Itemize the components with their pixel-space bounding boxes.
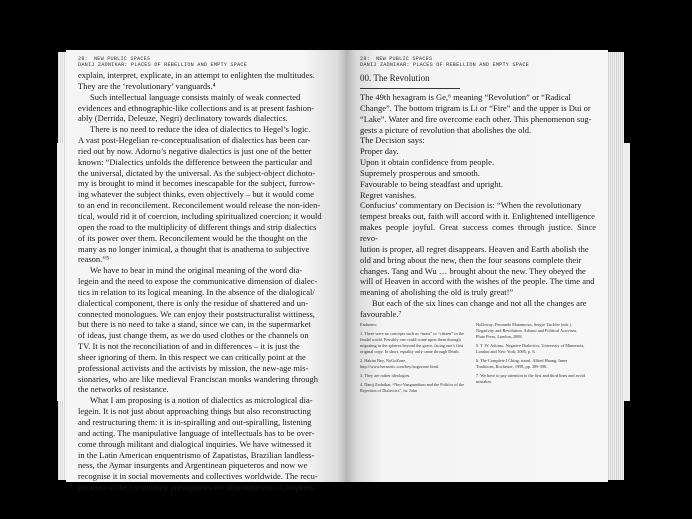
text-line: makes people joyful. Great success comes through justice. Since revo- [360, 222, 596, 243]
left-page-number: 28: [78, 56, 88, 62]
right-page [346, 50, 608, 482]
text-line: the universal, dictated by the universal. As the subject-object dichoto- [78, 167, 316, 178]
text-line: peration of the community presupposes the abandonment of prophets. [78, 482, 316, 493]
text-line: and acting. The manipulative language of intellectuals has to be over- [78, 427, 315, 438]
endnotes-column-1 [360, 322, 468, 397]
endnote: 4. Danij Zadnikar, “Neo-Vanguardism and the Politics of the Rejection of Dialectics”, in: John [360, 381, 465, 393]
text-line: sionaries, who are like medieval Franciscan monks wandering through [78, 373, 319, 384]
text-line: legein. It is not just about approaching things but also reconstructing [78, 406, 311, 417]
endnote: 3. They are rather ideologies. [360, 372, 411, 378]
text-line: tical, would rid it of coercion, including spiritualized coercion; it would [78, 210, 322, 221]
endnote: 7. We have to pay attention to the first and third lines and avoid mistakes. [476, 372, 586, 384]
endnote: 5. T. W. Adorno, Negative Dialectics, University of Minnesota, London and New York, 2005, p. 6. [476, 342, 585, 354]
endnote: Endnotes: [360, 322, 378, 327]
text-line: tics in relation to its logical meaning. In the absence of the dialogical/ [78, 286, 315, 297]
text-line: and restructuring them: it is in-spiralling and out-spiralling, listening [78, 417, 312, 427]
right-cover-tab [624, 143, 630, 401]
text-line: but there is no need to take a stand, since we can, in the supermarket [78, 319, 311, 330]
text-line: The 49th hexagram is Ge,⁶ meaning “Revolution” or “Radical [360, 92, 571, 102]
text-line: reason.”⁵ [78, 254, 110, 265]
text-line: to an end in reconcilement. Reconcilement would release the non-iden- [78, 200, 321, 211]
text-line: Such intellectual language consists mainly of weak connected [90, 91, 301, 102]
text-line: What I am proposing is a notion of dialectics as micrological dia- [90, 395, 313, 406]
text-line: ing whatever the subject thinks, even objectively – but it would come [78, 189, 315, 200]
text-line: “Lake”. Water and fire overcome each other. This phenomenon sug- [360, 113, 592, 124]
left-para-4 [78, 265, 336, 395]
text-line: meaning of abolishing the old is truly great!” [360, 287, 514, 298]
right-para-3 [360, 298, 596, 320]
right-page-edge [606, 52, 624, 480]
text-line: recognise it in social movements and collectives worldwide. The recu- [78, 471, 318, 482]
text-line: known: “Dialectics unfolds the difference between the particular and [78, 156, 312, 167]
right-header-line1: NEW PUBLIC SPACES [375, 56, 433, 62]
text-line: favourable.⁷ [360, 308, 402, 319]
text-line: tempest breaks out, faith will accord with it. Enlightened intelligence [360, 211, 595, 222]
text-line: There is no need to reduce the idea of dialectics to Hegel’s logic. [90, 124, 311, 135]
text-line: TV. It is not the reconciliation of and in differences – it is just the [78, 341, 300, 352]
text-line: Change”. The bottom trigram is Li or “Fire” and the upper is Dui or [360, 102, 591, 113]
endnote: 1. There were no concepts such as “mass” or “citizen” in the feudal world. Possibly one could come upon them through migrating in the spheres beyond the grave, facing one’s first original copy. In short, equality only came through Death. [360, 331, 464, 354]
verse-line: Upon it obtain confidence from people. [360, 157, 495, 168]
left-para-5 [78, 395, 336, 493]
left-body [78, 70, 336, 493]
chapter-rule [360, 88, 460, 89]
right-page-number: 29: [360, 56, 370, 62]
endnote: Holloway, Fernando Matamoros, Sergio Tischler (eds.), Negativity and Revolution. Adorno and Political Activism. Pluto Press, London, 2008. [476, 322, 577, 339]
endnote: 2. Hakim Bey, NoGoZone, http://www.hermetic.com/bey/nogozone.html. [360, 357, 440, 369]
text-line: They are the ‘revolutionary’ vanguards.⁴ [78, 80, 216, 91]
text-line: open the road to the multiplicity of different things and strip dialectics [78, 221, 317, 232]
text-line: of ideas, just change them, as we do used clothes or the channels on [78, 330, 309, 341]
text-line: professional activists and the activists by mission, the new-age mis- [78, 362, 309, 373]
text-line: many as no longer inimical, a thought that is anathema to subjective [78, 243, 310, 254]
chapter-title: 00. The Revolution [360, 73, 430, 83]
text-line: sheer ignoring of them. In this respect we can critically point at the [78, 351, 306, 362]
text-line: legein and the need to expose the communicative dimension of dialec- [78, 276, 318, 287]
text-line: evidences and ethnographic-like collections and is at present fashion- [78, 102, 315, 113]
endnotes-column-2 [476, 322, 586, 388]
right-para-1 [360, 92, 596, 146]
right-running-head [360, 56, 529, 68]
text-line: ness, the Aymar insurgents and Argentinean piqueteros and now we [78, 460, 308, 471]
verse-line: Supremely prosperous and smooth. [360, 167, 480, 178]
right-body [360, 92, 596, 320]
left-header-line2: DANIJ ZADNIKAR: PLACES OF REBELLION AND EMPTY SPACE [78, 62, 247, 68]
verse-line: Proper day. [360, 146, 399, 157]
text-line: Confucius’ commentary on Decision is: “When the revolutionary [360, 200, 582, 211]
text-line: old and bring about the new, then the four seasons complete their [360, 254, 582, 265]
text-line: of its power over them. Reconcilement would be the thought on the [78, 232, 308, 243]
text-line: ried out by now. Adorno’s negative dialectics is just one of the better [78, 145, 312, 156]
text-line: come through militant and dialogical inquiries. We have witnessed it [78, 438, 312, 449]
decision-verse [360, 146, 596, 200]
left-para-1 [78, 70, 336, 92]
endnote: 6. The Complete I Ching, transl. Alfred Huang, Inner Traditions, Rochester, 1998, pp. 389-396. [476, 357, 568, 369]
verse-line: Favourable to being steadfast and upright. [360, 178, 504, 189]
left-para-2 [78, 92, 336, 125]
text-line: But each of the six lines can change and not all the changes are [372, 298, 587, 309]
left-cover-tab [57, 143, 63, 401]
text-line: the networks of resistance. [78, 384, 169, 395]
text-line: ably (Derrida, Deleuze, Negri) declinatory towards dialectics. [78, 113, 288, 124]
text-line: A vast post-Hegelian re-conceptualisation of dialectics has been car- [78, 135, 311, 146]
left-para-3 [78, 124, 336, 265]
text-line: lution is proper, all regret disappears. Heaven and Earth abolish the [360, 243, 589, 254]
right-para-2 [360, 200, 596, 298]
text-line: my is brought to mind it becomes inescapable for the subject, furrow- [78, 178, 315, 189]
text-line: gests a picture of revolution that abolishes the old. [360, 124, 532, 135]
text-line: will of Heaven in accord with the wishes of the people. The time and [360, 276, 595, 287]
text-line: in the Latin American enquentrismo of Zapatistas, Brazilian landless- [78, 449, 315, 460]
text-line: We have to bear in mind the original meaning of the word dia- [90, 265, 303, 276]
text-line: The Decision says: [360, 135, 425, 146]
text-line: explain, interpret, explicate, in an attempt to enlighten the multitudes. [78, 70, 315, 80]
text-line: connected monologues. We can enjoy their poststructuralist wittiness, [78, 308, 315, 319]
left-header-line1: NEW PUBLIC SPACES [93, 56, 151, 62]
text-line: dialectical component, there is only the residue of shattered and un- [78, 297, 309, 308]
right-header-line2: DANIJ ZADNIKAR: PLACES OF REBELLION AND EMPTY SPACE [360, 62, 529, 68]
verse-line: Regret vanishes. [360, 189, 417, 200]
left-running-head [78, 56, 247, 68]
text-line: changes. Tang and Wu … brought about the new. They obeyed the [360, 265, 586, 276]
left-page [66, 50, 346, 493]
